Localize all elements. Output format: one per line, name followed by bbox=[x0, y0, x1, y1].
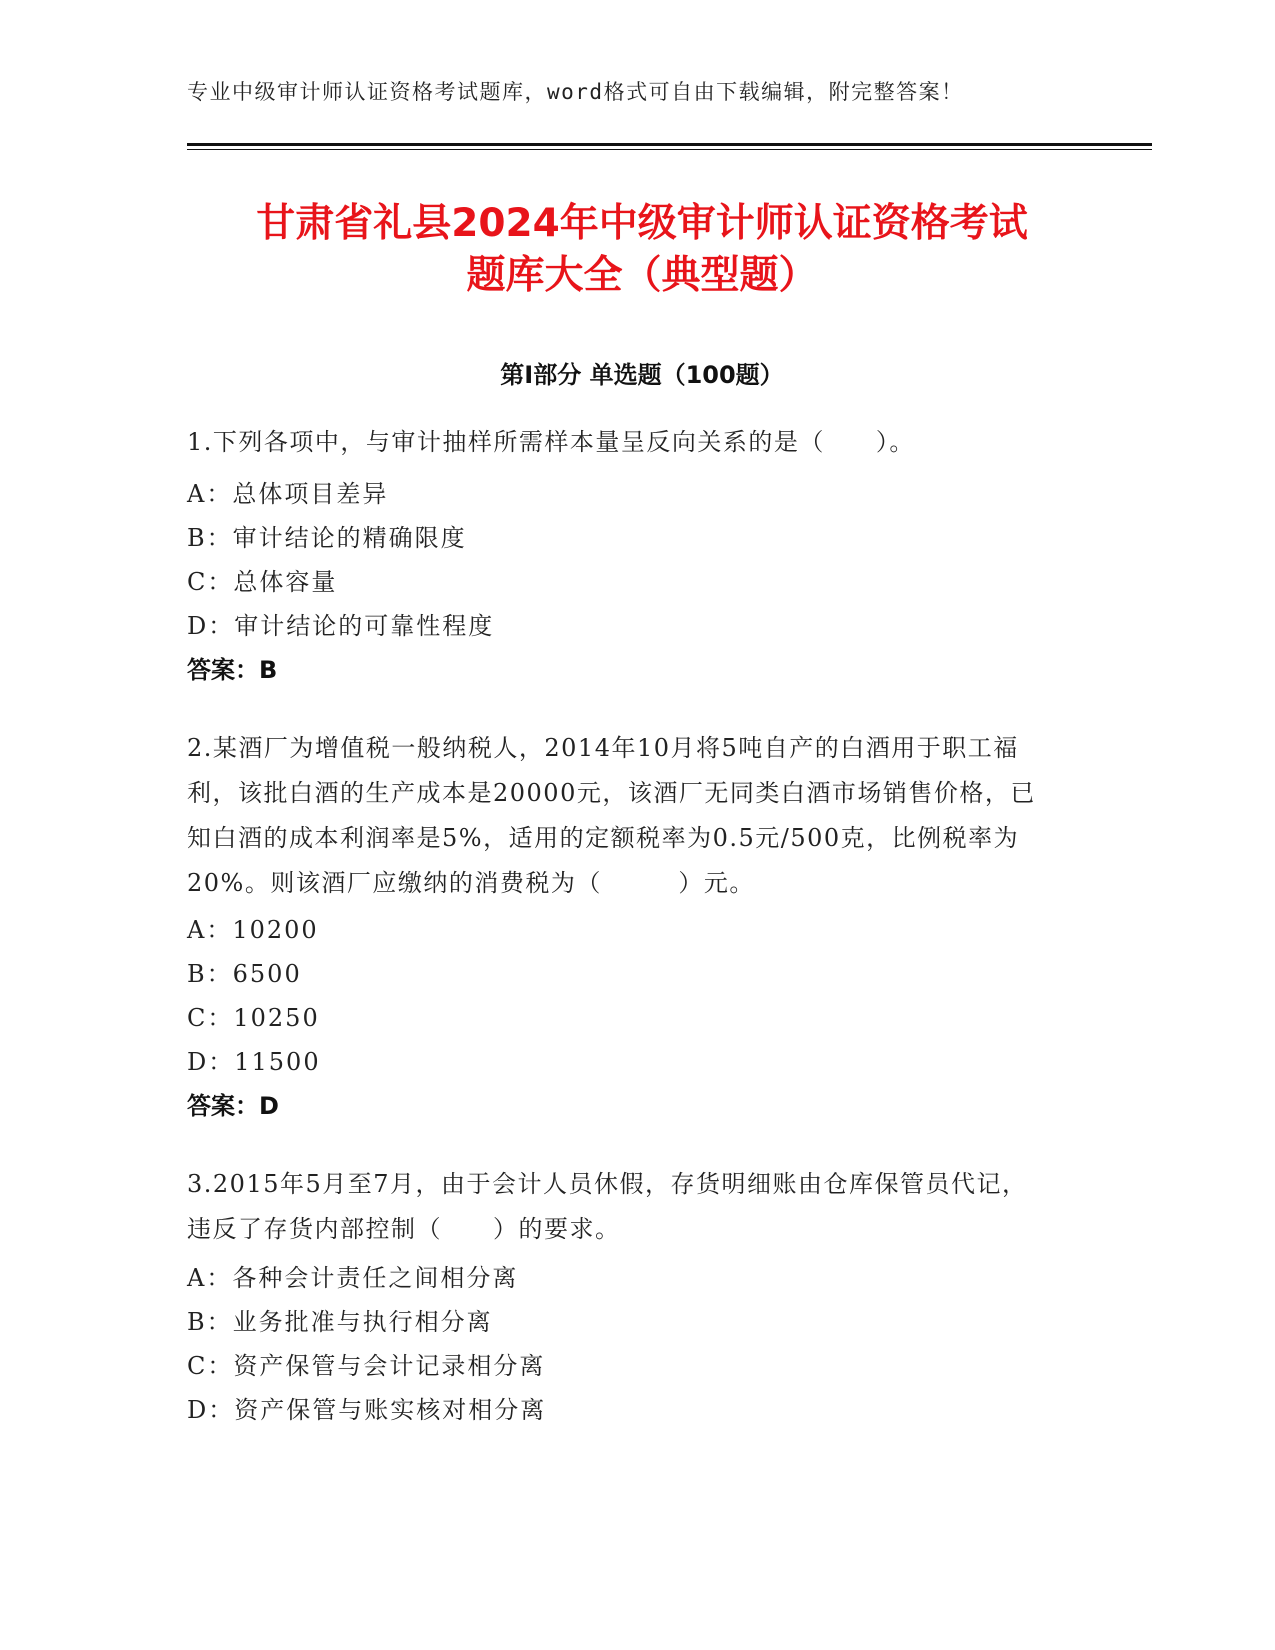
question-3-option-c: C：资产保管与会计记录相分离 bbox=[187, 1352, 546, 1380]
question-3-option-b: B：业务批准与执行相分离 bbox=[187, 1308, 493, 1336]
question-2-option-a: A：10200 bbox=[187, 916, 319, 944]
question-2-option-d: D：11500 bbox=[187, 1048, 321, 1076]
header-rule-thin bbox=[187, 149, 1152, 150]
question-2-option-b: B：6500 bbox=[187, 960, 302, 988]
question-1-option-c: C：总体容量 bbox=[187, 568, 338, 596]
question-1-option-b: B：审计结论的精确限度 bbox=[187, 524, 467, 552]
page-title bbox=[187, 198, 1097, 302]
question-3-option-d: D：资产保管与账实核对相分离 bbox=[187, 1396, 547, 1424]
title-line-1: 甘肃省礼县2024年中级审计师认证资格考试 bbox=[256, 201, 1028, 246]
question-3-option-a: A：各种会计责任之间相分离 bbox=[187, 1264, 519, 1292]
question-2-option-c: C：10250 bbox=[187, 1004, 320, 1032]
question-2-answer: 答案：D bbox=[187, 1092, 279, 1120]
header-note: 专业中级审计师认证资格考试题库，word格式可自由下载编辑，附完整答案！ bbox=[187, 80, 964, 104]
question-1-answer: 答案：B bbox=[187, 656, 278, 684]
question-3-text: 3.2015年5月至7月，由于会计人员休假，存货明细账由仓库保管员代记，违反了存货内部控制（ ）的要求。 bbox=[187, 1170, 1028, 1243]
question-1-option-d: D：审计结论的可靠性程度 bbox=[187, 612, 495, 640]
title-line-2: 题库大全（典型题） bbox=[466, 253, 818, 298]
question-2-text: 2.某酒厂为增值税一般纳税人，2014年10月将5吨自产的白酒用于职工福利，该批白酒的生产成本是20000元，该酒厂无同类白酒市场销售价格，已知白酒的成本利润率是5%，适用的定额税率为0.5元/500克，比例税率为20%。则该酒厂应缴纳的消费税为（ ）元。 bbox=[187, 734, 1036, 897]
header-rule-thick bbox=[187, 143, 1152, 146]
question-1-option-a: A：总体项目差异 bbox=[187, 480, 389, 508]
section-heading: 第Ⅰ部分 单选题（100题） bbox=[500, 361, 784, 389]
question-1-text: 1.下列各项中，与审计抽样所需样本量呈反向关系的是（ ）。 bbox=[187, 428, 915, 456]
